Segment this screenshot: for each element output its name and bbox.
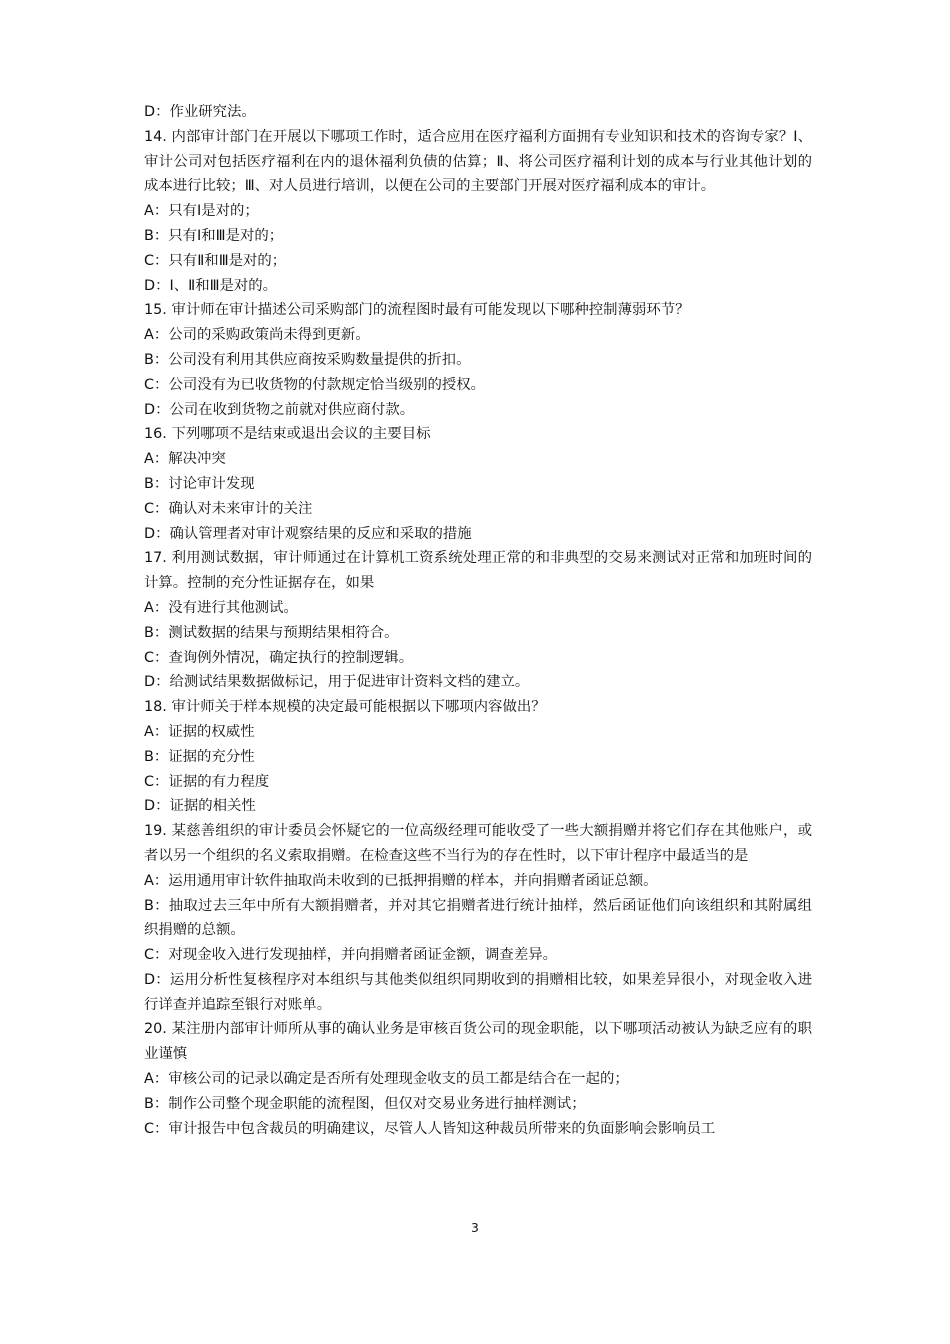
option-line: C：公司没有为已收货物的付款规定恰当级别的授权。 xyxy=(144,376,486,393)
option-line: A：只有Ⅰ是对的； xyxy=(144,203,259,220)
option-line: A：证据的权威性 xyxy=(144,723,255,740)
option-line: A：公司的采购政策尚未得到更新。 xyxy=(144,327,370,344)
question-20: 20. 某注册内部审计师所从事的确认业务是审核百货公司的现金职能，以下哪项活动被认为缺乏应有的职业谨慎 xyxy=(144,1021,812,1063)
option-line: D：公司在收到货物之前就对供应商付款。 xyxy=(144,401,415,418)
option-line: A：审核公司的记录以确定是否所有处理现金收支的员工都是结合在一起的； xyxy=(144,1071,629,1088)
option-line: C：确认对未来审计的关注 xyxy=(144,500,313,517)
option-line: A：解决冲突 xyxy=(144,451,226,468)
document-body xyxy=(144,100,812,1141)
option-line: D：作业研究法。 xyxy=(144,104,256,120)
option-line: D：Ⅰ、Ⅱ和Ⅲ是对的。 xyxy=(144,277,278,294)
question-16: 16. 下列哪项不是结束或退出会议的主要目标 xyxy=(144,426,431,443)
option-line: C：查询例外情况，确定执行的控制逻辑。 xyxy=(144,649,414,666)
question-15: 15. 审计师在审计描述公司采购部门的流程图时最有可能发现以下哪种控制薄弱环节？ xyxy=(144,302,690,319)
option-line: C：对现金收入进行发现抽样，并向捐赠者函证金额，调查差异。 xyxy=(144,947,557,964)
option-line: A：运用通用审计软件抽取尚未收到的已抵押捐赠的样本，并向捐赠者函证总额。 xyxy=(144,872,658,889)
option-line-wrapped: B：抽取过去三年中所有大额捐赠者，并对其它捐赠者进行统计抽样，然后函证他们向该组织和其附属组织捐赠的总额。 xyxy=(144,897,812,939)
option-line: B：证据的充分性 xyxy=(144,748,255,765)
question-17: 17. 利用测试数据，审计师通过在计算机工资系统处理正常的和非典型的交易来测试对正常和加班时间的计算。控制的充分性证据存在，如果 xyxy=(144,550,812,592)
option-line: C：证据的有力程度 xyxy=(144,773,270,790)
option-line: B：公司没有利用其供应商按采购数量提供的折扣。 xyxy=(144,351,471,368)
question-14: 14. 内部审计部门在开展以下哪项工作时，适合应用在医疗福利方面拥有专业知识和技术的咨询专家？Ⅰ、审计公司对包括医疗福利在内的退休福利负债的估算；Ⅱ、将公司医疗福利计划的成本与行业其他计划的成本进行比较；Ⅲ、对人员进行培训，以便在公司的主要部门开展对医疗福利成本的审计。 xyxy=(144,128,812,195)
option-line: B：只有Ⅰ和Ⅲ是对的； xyxy=(144,227,284,244)
option-line: C：只有Ⅱ和Ⅲ是对的； xyxy=(144,252,287,269)
option-line: D：证据的相关性 xyxy=(144,798,256,815)
question-18: 18. 审计师关于样本规模的决定最可能根据以下哪项内容做出？ xyxy=(144,699,546,716)
option-line: D：确认管理者对审计观察结果的反应和采取的措施 xyxy=(144,525,472,542)
option-line-wrapped: D：运用分析性复核程序对本组织与其他类似组织同期收到的捐赠相比较，如果差异很小，对现金收入进行详查并追踪至银行对账单。 xyxy=(144,971,812,1013)
option-line: D：给测试结果数据做标记，用于促进审计资料文档的建立。 xyxy=(144,674,530,691)
option-line: C：审计报告中包含裁员的明确建议，尽管人人皆知这种裁员所带来的负面影响会影响员工 xyxy=(144,1120,716,1137)
page-number: 3 xyxy=(471,1221,479,1235)
option-line: B：制作公司整个现金职能的流程图，但仅对交易业务进行抽样测试； xyxy=(144,1095,586,1112)
question-19: 19. 某慈善组织的审计委员会怀疑它的一位高级经理可能收受了一些大额捐赠并将它们存在其他账户，或者以另一个组织的名义索取捐赠。在检查这些不当行为的存在性时，以下审计程序中最适当的是 xyxy=(144,823,812,864)
option-line: B：测试数据的结果与预期结果相符合。 xyxy=(144,624,399,641)
option-line: B：讨论审计发现 xyxy=(144,475,255,492)
option-line: A：没有进行其他测试。 xyxy=(144,599,298,616)
